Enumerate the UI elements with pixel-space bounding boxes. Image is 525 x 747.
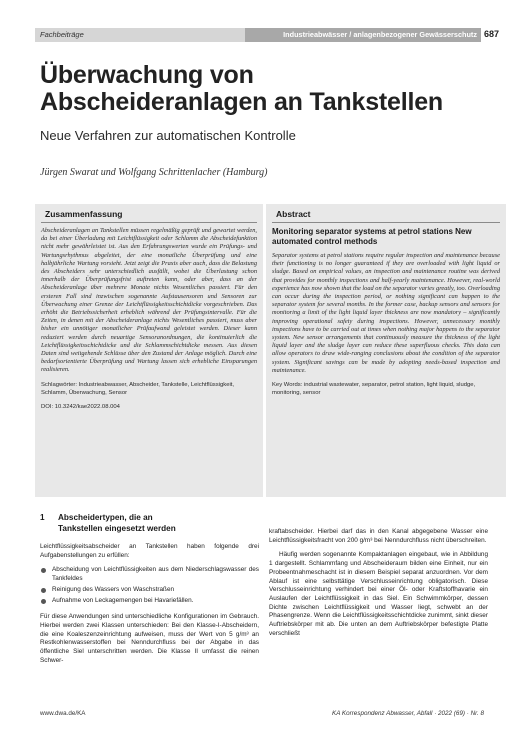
list-item-text: Reinigung des Wassers von Waschstraßen xyxy=(52,585,175,593)
body-paragraph: Für diese Anwendungen sind unterschiedliche Konfigurationen im Gebrauch. Hierbei werden zwei Klassen unterschieden: Bei den Klasse-I-Abscheidern, die eine Koaleszenzeinrichtung aufweisen, muss der Wert von 5 g/m³ an Restkohlenwasserstoffen bei Nenndurchfluss bei der Abgabe in das öffentliche Siel unterschritten werden. Die Klasse II umfasst die reinen Schwer- xyxy=(40,613,259,664)
list-item xyxy=(40,566,259,583)
list-item xyxy=(40,586,259,595)
abstract-english-title: Monitoring separator systems at petrol stations New automated control methods xyxy=(272,227,472,246)
page-number: 687 xyxy=(484,29,500,39)
section-title xyxy=(58,512,176,534)
doi[interactable]: DOI: 10.3242/kae2022.08.004 xyxy=(41,403,120,410)
authors: Jürgen Swarat und Wolfgang Schrittenlacher (Hamburg) xyxy=(40,167,268,178)
section-number: 1 xyxy=(40,513,45,522)
article-subtitle: Neue Verfahren zur automatischen Kontrolle xyxy=(40,128,296,143)
abstract-german-text: Abscheideranlagen an Tankstellen müssen regelmäßig geprüft und gewartet werden, da bei einer Überladung mit Leichtflüssigkeit oder Schlamm die Abscheidefunktion nicht mehr gewährleistet ist. Aus den Erfahrungswerten wurde ein Prüfungs- und Wartungsrhythmus abgeleitet, der eine monatliche Überprüfung und eine halbjährliche Wartung vorsieht. Jetzt zeigt die Praxis aber auch, dass die Belastung des Abscheiders sehr unterschiedlich ausfällt, wobei die Überlastung schon innerhalb der Überprüfungsfrist auftreten kann, oder aber, dass an der Abscheideranlage über mehrere Monate nichts Wesentliches passiert. Für den ersteren Fall sind inzwischen sogenannte Aufstausensoren und Sensoren zur Überwachung einer Grenze der Leichtflüssigkeitsschichtdicke vorgeschrieben. Das erhöht die Betriebssicherheit erheblich während der Prüfungsintervalle. Für die Zeiten, in denen mit der Abscheideranlage nichts Wesentliches passiert, muss aber bisher ein unnötiger monatlicher Prüfaufwand geleistet werden. Dieser kann reduziert werden durch neuartige Sensoranordnungen, die kontinuierlich die Leichtflüssigkeitsschichtdicke und die Schlammschichtdicke messen. Aus diesen Daten sind weitgehende Schlüsse über den Zustand der Anlage möglich. Durch eine bedarfsorientierte Überprüfung und Wartung lassen sich erhebliche Einsparungen realisieren. xyxy=(41,227,257,374)
topic-label: Industrieabwässer / anlagenbezogener Gewässerschutz xyxy=(245,28,481,42)
section-title-line1: Abscheidertypen, die an xyxy=(58,513,153,522)
body-paragraph: Häufig werden sogenannte Kompaktanlagen eingebaut, wie in Abbildung 1 dargestellt. Schlammfang und Abscheideraum bilden eine Einheit, nur ein Probeentnahmeschacht ist in diesem Beispiel separat anzuordnen. Vor dem Ablauf ist eine selbsttätige Verschlusseinrichtung obligatorisch. Diese Verschlusseinrichtung verhindert bei einer Öl- oder Kraftstoffhavarie ein Auslaufen der Leichtflüssigkeit in das Siel. Ein Schwimmkörper, dessen Dichte zwischen Leichtflüssigkeit und Wasser liegt, schwebt an der Phasengrenze. Wenn die Leichtflüssigkeitsschichtdicke zunimmt, sinkt dieser Auftriebskörper mit ab. Die unten an dem Auftriebskörper befestigte Platte verschließt xyxy=(269,551,488,637)
section-title-line2: Tankstellen eingesetzt werden xyxy=(58,524,176,533)
body-paragraph: kraftabscheider. Hierbei darf das in den Kanal abgegebene Wasser eine Leichtflüssigkeitsfracht von 200 g/m³ bei Nenndurchfluss nicht überschreiten. xyxy=(269,528,488,544)
running-header xyxy=(35,28,505,42)
footer-journal: KA Korrespondenz Abwasser, Abfall · 2022 (69) · Nr. 8 xyxy=(332,710,485,717)
intro-paragraph: Leichtflüssigkeitsabscheider an Tankstellen haben folgende drei Aufgabenstellungen zu erfüllen: xyxy=(40,543,259,559)
task-list xyxy=(40,566,259,605)
body-column-right xyxy=(269,528,488,644)
footer-url[interactable]: www.dwa.de/KA xyxy=(40,710,86,717)
bullet-icon xyxy=(41,588,46,593)
list-item-text: Abscheidung von Leichtflüssigkeiten aus dem Niederschlagswasser des Tankfeldes xyxy=(52,566,259,583)
list-item xyxy=(40,597,259,606)
section-1-heading xyxy=(40,512,176,534)
abstract-english-heading: Abstract xyxy=(272,209,500,223)
section-label: Fachbeiträge xyxy=(35,28,245,42)
bullet-icon xyxy=(41,568,46,573)
body-column-left xyxy=(40,543,259,671)
article-title: Überwachung von Abscheideranlagen an Tankstellen xyxy=(40,61,443,116)
list-item-text: Aufnahme von Leckagemengen bei Havariefällen. xyxy=(52,596,194,604)
abstract-german-heading: Zusammenfassung xyxy=(41,209,257,223)
keywords-german: Schlagwörter: Industrieabwasser, Abscheider, Tankstelle, Leichtflüssigkeit, Schlamm, Überwachung, Sensor xyxy=(41,381,235,396)
abstract-english-text: Separator systems at petrol stations require regular inspection and maintenance because their functioning is no longer guaranteed if they are overloaded with light liquid or sludge. Based on empirical values, an inspection and maintenance routine was derived that provides for monthly inspections and half-yearly maintenance. However, real-world experience has now shown that the load on the separator varies greatly, too. Overloading can occur during the inspection period, or nothing significant can happen to the separator system for several months. In the former case, backup sensors and sensors for monitoring a limit of the light liquid layer thickness are now mandatory – significantly improving operational safety during inspections. However, unnecessary monthly inspections have to be carried out at times when nothing major happens to the separator system. New sensor arrangements that continuously measure the thickness of the light liquid layer and the sludge layer can reduce these superfluous checks. This data can allow operators to draw wide-ranging conclusions about the condition of the separator system. Significant savings can be made by adopting needs-based inspection and maintenance. xyxy=(272,252,500,374)
bullet-icon xyxy=(41,599,46,604)
abstract-english xyxy=(266,204,506,497)
keywords-english: Key Words: industrial wastewater, separator, petrol station, light liquid, sludge, monitoring, sensor xyxy=(272,382,476,397)
abstract-german xyxy=(35,204,263,497)
